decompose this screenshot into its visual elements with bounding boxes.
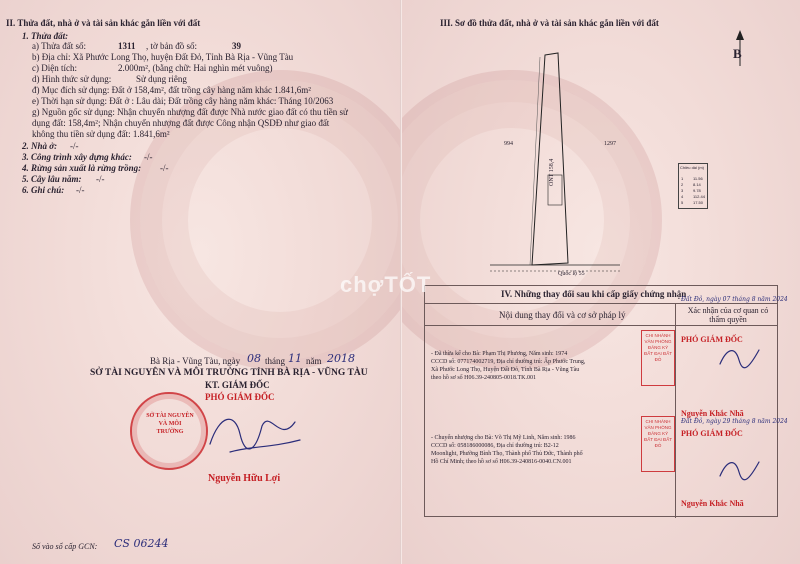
- forest-value: -/-: [160, 163, 169, 173]
- confirm-2-signer: Nguyễn Khắc Nhã: [681, 499, 744, 508]
- neighbor-parcel-right: 1297: [604, 141, 616, 147]
- confirm-2-date: Đất Đỏ, ngày 29 tháng 8 năm 2024: [681, 418, 788, 425]
- issue-year-label: năm: [306, 356, 322, 366]
- construction-value: -/-: [144, 152, 153, 162]
- issue-month: 11: [288, 352, 302, 365]
- parcel-number-label: a) Thửa đất số:: [32, 41, 86, 51]
- kt-director: KT. GIÁM ĐỐC: [205, 380, 270, 390]
- confirm-2-title: PHÓ GIÁM ĐỐC: [681, 429, 743, 438]
- column-divider: [675, 304, 676, 518]
- entry-2-line-4: Hồ Chí Minh; theo hồ sơ số H06.39-240816-0040.CN.001: [431, 459, 572, 465]
- length-row-point: 5: [681, 200, 684, 205]
- confirm-1-signer: Nguyễn Khắc Nhã: [681, 409, 744, 418]
- official-seal: [130, 392, 208, 470]
- notes-value: -/-: [76, 185, 85, 195]
- usage-purpose: đ) Mục đích sử dụng: Đất ở 158,4m², đất trồng cây hàng năm khác 1.841,6m²: [32, 85, 311, 95]
- entry-1-line-2: CCCD số: 077174002719, Địa chỉ thường trú: Ấp Phước Trung,: [431, 359, 586, 365]
- issue-month-label: tháng: [265, 356, 285, 366]
- signature-confirm-1: [715, 342, 765, 372]
- registry-number: CS 06244: [114, 537, 169, 550]
- registry-label: Số vào sổ cấp GCN:: [32, 542, 98, 551]
- parcel-diagram: [470, 45, 730, 275]
- perennial-heading: 5. Cây lâu năm:: [22, 174, 82, 184]
- length-row-value: 9.78: [693, 188, 701, 193]
- origin-line-3: không thu tiền sử dụng đất: 1.841,6m²: [32, 129, 170, 139]
- entry-1-line-1: - Đã thừa kế cho Bà: Phạm Thị Phương, Năm sinh: 1974: [431, 351, 568, 357]
- issue-day: 08: [247, 352, 261, 365]
- neighbor-parcel-left: 994: [504, 141, 513, 147]
- section-3-title: III. Sơ đồ thửa đất, nhà ở và tài sản khác gắn liền với đất: [440, 18, 659, 28]
- entry-2-line-1: - Chuyển nhượng cho Bà: Võ Thị Mỹ Linh, Năm sinh: 1986: [431, 435, 576, 441]
- col-content-header: Nội dung thay đổi và cơ sở pháp lý: [499, 310, 626, 320]
- usage-form-label: d) Hình thức sử dụng:: [32, 74, 112, 84]
- length-row-value: 112.44: [693, 194, 705, 199]
- length-row-point: 3: [681, 188, 684, 193]
- length-row-point: 2: [681, 182, 684, 187]
- length-row-value: 11.56: [693, 176, 703, 181]
- signer-name-left: Nguyễn Hữu Lợi: [208, 473, 281, 484]
- section-2-title: II. Thửa đất, nhà ở và tài sản khác gắn liền với đất: [6, 18, 201, 28]
- entry-1-line-3: Xã Phước Long Thọ, Huyện Đất Đỏ, Tỉnh Bà Rịa - Vũng Tàu: [431, 367, 580, 373]
- entry-2-line-3: Moonlight, Phường Bình Thọ, Thành phố Thủ Đức, Thành phố: [431, 451, 583, 457]
- usage-form-value: Sử dụng riêng: [136, 74, 187, 84]
- map-sheet-label: , tờ bản đồ số:: [146, 41, 198, 51]
- watermark: chợTỐT: [340, 272, 432, 297]
- address-line: b) Địa chỉ: Xã Phước Long Thọ, huyện Đất Đỏ, Tỉnh Bà Rịa - Vũng Tàu: [32, 52, 294, 62]
- north-label: B: [733, 46, 742, 61]
- origin-line-1: g) Nguồn gốc sử dụng: Nhận chuyển nhượng đất được Nhà nước giao đất có thu tiền sử: [32, 107, 348, 117]
- map-sheet-number: 39: [232, 41, 241, 51]
- house-heading: 2. Nhà ở:: [22, 141, 58, 151]
- house-value: -/-: [70, 141, 79, 151]
- construction-heading: 3. Công trình xây dựng khác:: [22, 152, 132, 162]
- branch-stamp-2: CHI NHÁNH VĂN PHÒNG ĐĂNG KÝ ĐẤT ĐAI ĐẤT ĐỎ: [641, 416, 675, 472]
- road-label: Quốc lộ 55: [558, 271, 585, 277]
- length-table-header: Chiều dài (m): [680, 165, 705, 170]
- branch-stamp-1: CHI NHÁNH VĂN PHÒNG ĐĂNG KÝ ĐẤT ĐAI ĐẤT ĐỎ: [641, 330, 675, 386]
- col-confirm-header: Xác nhận của cơ quan có thẩm quyền: [687, 306, 769, 324]
- usage-term: e) Thời hạn sử dụng: Đất ở : Lâu dài; Đất trồng cây hàng năm khác: Tháng 10/2063: [32, 96, 334, 106]
- origin-line-2: dụng đất: 158,4m²; Nhận chuyển nhượng đất được Công nhận QSDĐ như giao đất: [32, 118, 330, 128]
- entry-1-line-4: theo hồ sơ số H06.39-240805-0018.TK.001: [431, 375, 536, 381]
- signature-left: [200, 404, 310, 464]
- parcel-number: 1311: [118, 41, 136, 51]
- length-row-point: 1: [681, 176, 684, 181]
- notes-heading: 6. Ghi chú:: [22, 185, 65, 195]
- length-row-value: 8.14: [693, 182, 701, 187]
- area-value: 2.000m², (bằng chữ: Hai nghìn mét vuông): [118, 63, 273, 73]
- confirm-1-date: Đất Đỏ, ngày 07 tháng 8 năm 2024: [681, 296, 788, 303]
- signature-confirm-2: [715, 454, 765, 484]
- changes-table: [424, 285, 788, 517]
- length-table: [678, 163, 708, 209]
- issuing-authority: SỞ TÀI NGUYÊN VÀ MÔI TRƯỜNG TỈNH BÀ RỊA - VŨNG TÀU: [90, 368, 368, 378]
- house-label: ONT 158,4: [549, 158, 555, 186]
- issue-year: 2018: [327, 352, 355, 365]
- issue-place-prefix: Bà Rịa - Vũng Tàu, ngày: [150, 356, 241, 366]
- forest-heading: 4. Rừng sản xuất là rừng trồng:: [22, 163, 142, 173]
- perennial-value: -/-: [96, 174, 105, 184]
- length-row-point: 4: [681, 194, 684, 199]
- land-heading: 1. Thửa đất:: [22, 31, 69, 41]
- seal-text: SỞ TÀI NGUYÊN VÀ MÔI TRƯỜNG: [146, 413, 194, 435]
- area-label: c) Diện tích:: [32, 63, 77, 73]
- length-row-value: 17.50: [693, 200, 704, 205]
- section-4-title: IV. Những thay đổi sau khi cấp giấy chứng nhận: [501, 289, 687, 299]
- confirm-1-title: PHÓ GIÁM ĐỐC: [681, 335, 743, 344]
- entry-2-line-2: CCCD số: 058186000086, Địa chỉ thường trú: B2-12: [431, 443, 559, 449]
- deputy-director-title: PHÓ GIÁM ĐỐC: [205, 392, 275, 402]
- changes-table-header-row: [425, 304, 777, 326]
